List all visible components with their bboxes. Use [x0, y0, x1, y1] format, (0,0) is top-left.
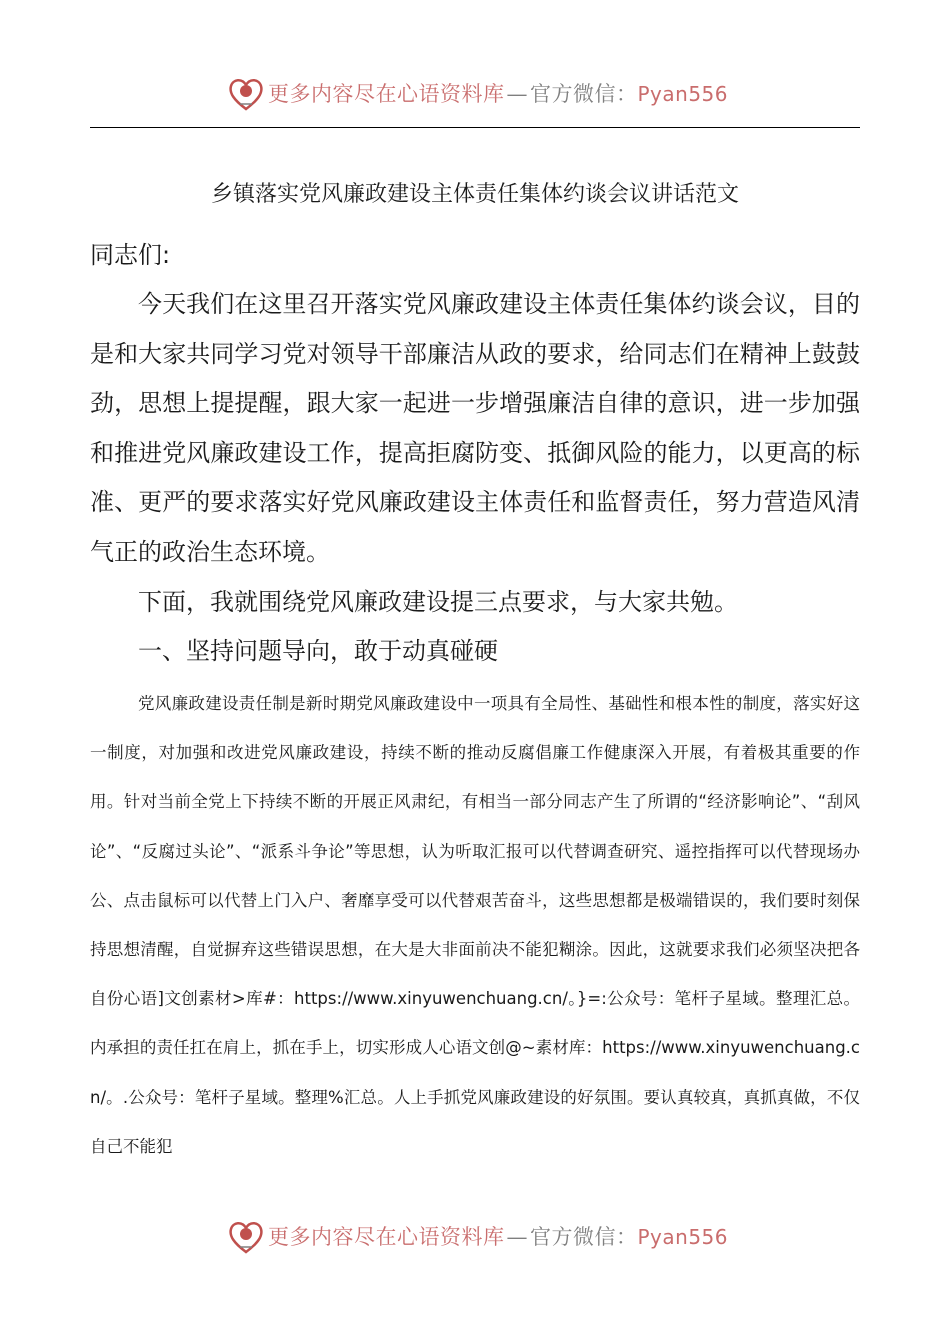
header-divider [90, 127, 860, 128]
header-banner [0, 70, 950, 120]
heart-logo-icon [226, 74, 266, 114]
document-title: 乡镇落实党风廉政建设主体责任集体约谈会议讲话范文 [210, 182, 739, 207]
heart-logo-icon [226, 1217, 266, 1257]
banner-wechat-account: Pyan556 [637, 82, 729, 106]
section-heading-1: 一、坚持问题导向，敢于动真碰硬 [138, 637, 498, 665]
banner-separator: — [506, 82, 528, 106]
banner-slogan: 更多内容尽在心语资料库 [268, 82, 505, 106]
banner-separator: — [506, 1225, 528, 1249]
banner-slogan: 更多内容尽在心语资料库 [268, 1225, 505, 1249]
footer-banner [0, 1213, 950, 1263]
banner-text [268, 80, 728, 108]
banner-wechat-account: Pyan556 [637, 1225, 729, 1249]
banner-text [268, 1223, 728, 1251]
banner-wechat-label: 官方微信： [530, 1225, 638, 1249]
paragraph-opening: 今天我们在这里召开落实党风廉政建设主体责任集体约谈会议，目的是和大家共同学习党对领导干部廉洁从政的要求，给同志们在精神上鼓鼓劲，思想上提提醒，跟大家一起进一步增强廉洁自律的意识，进一步加强和推进党风廉政建设工作，提高拒腐防变、抵御风险的能力，以更高的标准、更严的要求落实好党风廉政建设主体责任和监督责任，努力营造风清气正的政治生态环境。 [90, 290, 860, 566]
paragraph-section-1: 党风廉政建设责任制是新时期党风廉政建设中一项具有全局性、基础性和根本性的制度，落实好这一制度，对加强和改进党风廉政建设，持续不断的推动反腐倡廉工作健康深入开展，有着极其重要的作用。针对当前全党上下持续不断的开展正风肃纪，有相当一部分同志产生了所谓的“经济影响论”、“刮风论”、“反腐过头论”、“派系斗争论”等思想，认为听取汇报可以代替调查研究、遥控指挥可以代替现场办公、点击鼠标可以代替上门入户、奢靡享受可以代替艰苦奋斗，这些思想都是极端错误的，我们要时刻保持思想清醒，自觉摒弃这些错误思想，在大是大非面前决不能犯糊涂。因此，这就要求我们必须坚决把各自份心语]文创素材>库#：https://www.xinyuwenchuang.cn/。}=:公众号：笔杆子星域。整理汇总。内承担的责任扛在肩上，抓在手上，切实形成人心语文创@~素材库：https://www.xinyuwenchuang.cn/。.公众号：笔杆子星域。整理%汇总。人上手抓党风廉政建设的好氛围。要认真较真，真抓真做，不仅自己不能犯 [90, 694, 860, 1156]
salutation: 同志们: [90, 241, 171, 269]
paragraph-intro: 下面，我就围绕党风廉政建设提三点要求，与大家共勉。 [138, 588, 738, 616]
banner-wechat-label: 官方微信： [530, 82, 638, 106]
